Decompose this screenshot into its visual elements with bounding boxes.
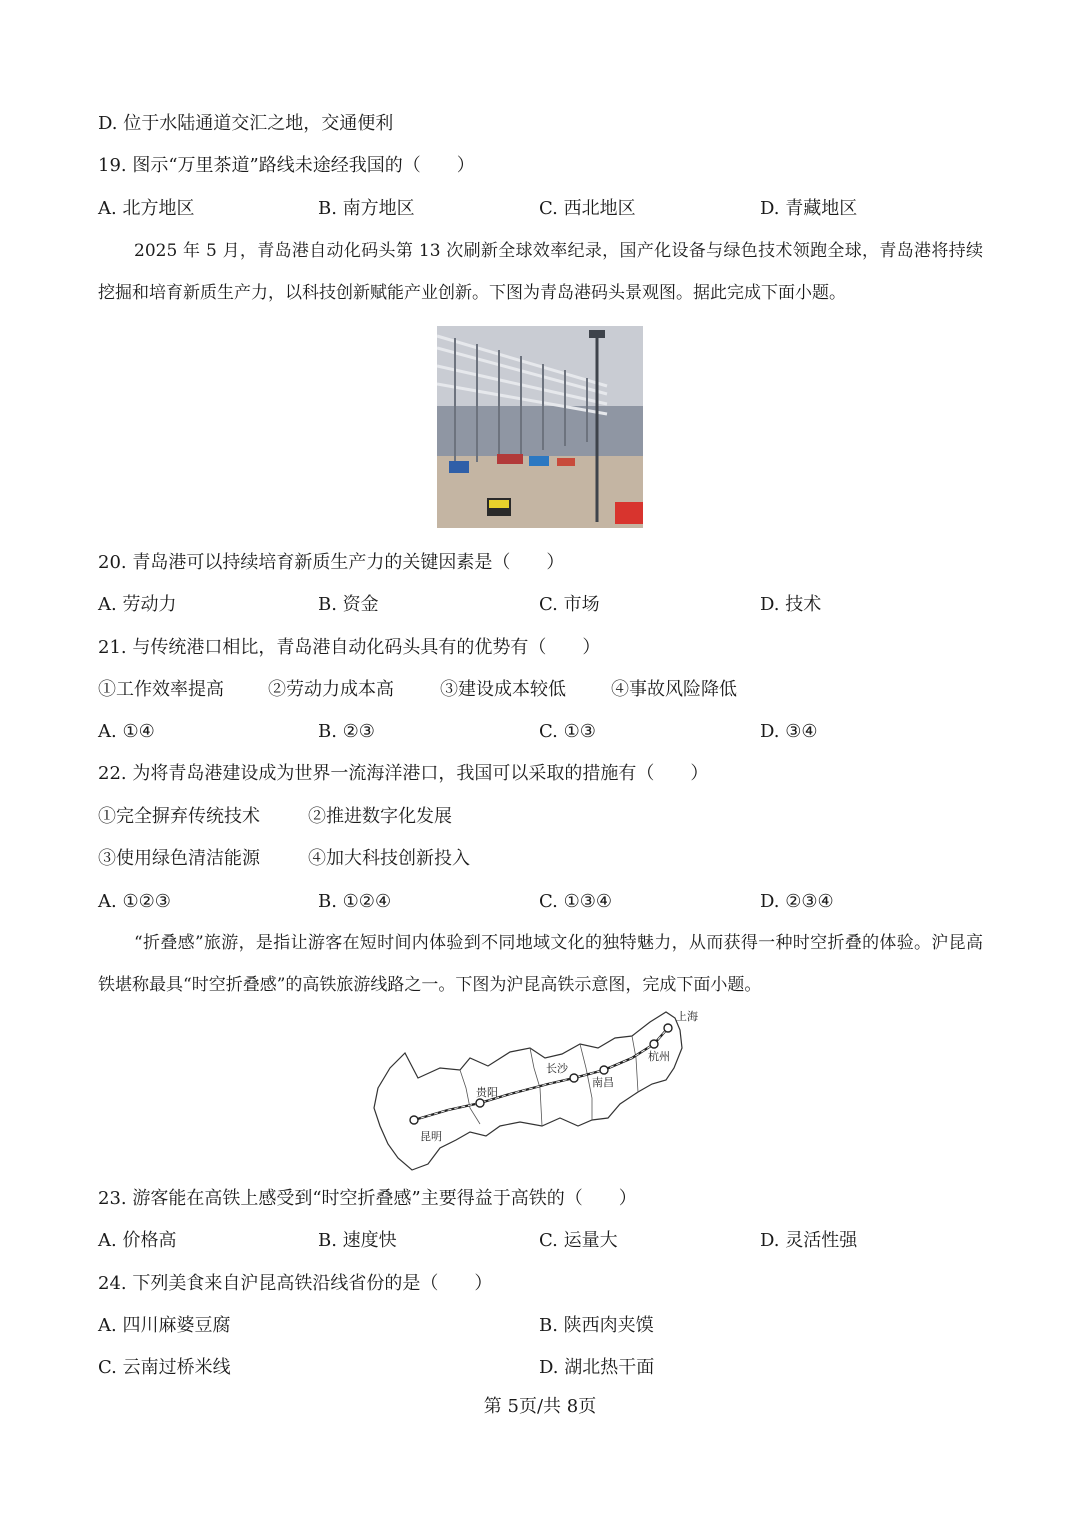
q22-item-1: ①完全摒弃传统技术: [98, 806, 260, 827]
map-label-guiyang: 贵阳: [476, 1087, 498, 1099]
q19-option-b: B. 南方地区: [318, 198, 415, 219]
q22-item-3: ③使用绿色清洁能源: [98, 848, 260, 869]
q24-stem: 24. 下列美食来自沪昆高铁沿线省份的是（ ）: [98, 1273, 493, 1294]
q19-stem: 19. 图示“万里茶道”路线未途经我国的（ ）: [98, 155, 475, 176]
q23-option-c: C. 运量大: [539, 1230, 618, 1251]
map-label-changsha: 长沙: [546, 1063, 568, 1075]
map-label-nanchang: 南昌: [592, 1077, 614, 1089]
q18-option-d: D. 位于水陆通道交汇之地，交通便利: [98, 113, 394, 134]
passage-folding-travel: “折叠感”旅游，是指让游客在短时间内体验到不同地域文化的独特魅力，从而获得一种时空折叠的体验。沪昆高铁堪称最具“时空折叠感”的高铁旅游线路之一。下图为沪昆高铁示意图，完成下面小题。: [98, 933, 983, 995]
q19-option-d: D. 青藏地区: [760, 198, 858, 219]
q22-option-a: A. ①②③: [98, 891, 171, 912]
q23-option-b: B. 速度快: [318, 1230, 397, 1251]
port-photo: [437, 326, 643, 528]
q22-option-d: D. ②③④: [760, 891, 834, 912]
q22-option-c: C. ①③④: [539, 891, 612, 912]
q23-option-a: A. 价格高: [98, 1230, 177, 1251]
q22-option-b: B. ①②④: [318, 891, 392, 912]
q24-option-d: D. 湖北热干面: [539, 1357, 655, 1378]
passage-qingdao-port: 2025 年 5 月，青岛港自动化码头第 13 次刷新全球效率纪录，国产化设备与绿色技术领跑全球，青岛港将持续挖掘和培育新质生产力，以科技创新赋能产业创新。下图为青岛港码头景观图。据此完成下面小题。: [98, 241, 983, 303]
q22-item-4: ④加大科技创新投入: [308, 848, 470, 869]
q20-option-a: A. 劳动力: [98, 594, 177, 615]
q21-item-3: ③建设成本较低: [440, 679, 566, 700]
q21-item-2: ②劳动力成本高: [268, 679, 394, 700]
q21-item-4: ④事故风险降低: [611, 679, 737, 700]
q20-option-b: B. 资金: [318, 594, 379, 615]
q24-option-a: A. 四川麻婆豆腐: [98, 1315, 231, 1336]
q21-option-d: D. ③④: [760, 721, 818, 742]
q21-stem: 21. 与传统港口相比，青岛港自动化码头具有的优势有（ ）: [98, 637, 601, 658]
q20-option-d: D. 技术: [760, 594, 822, 615]
map-label-kunming: 昆明: [420, 1131, 442, 1143]
q20-option-c: C. 市场: [539, 594, 600, 615]
q19-option-c: C. 西北地区: [539, 198, 636, 219]
q24-option-c: C. 云南过桥米线: [98, 1357, 231, 1378]
q21-option-c: C. ①③: [539, 721, 596, 742]
q24-option-b: B. 陕西肉夹馍: [539, 1315, 654, 1336]
q23-stem: 23. 游客能在高铁上感受到“时空折叠感”主要得益于高铁的（ ）: [98, 1188, 637, 1209]
q21-option-a: A. ①④: [98, 721, 155, 742]
q21-option-b: B. ②③: [318, 721, 375, 742]
q21-item-1: ①工作效率提高: [98, 679, 224, 700]
map-label-hangzhou: 杭州: [648, 1051, 670, 1063]
hukun-railway-map: [370, 1008, 702, 1178]
page-number: 第 5页/共 8页: [483, 1396, 597, 1417]
q19-option-a: A. 北方地区: [98, 198, 195, 219]
q22-item-2: ②推进数字化发展: [308, 806, 452, 827]
q20-stem: 20. 青岛港可以持续培育新质生产力的关键因素是（ ）: [98, 552, 565, 573]
q23-option-d: D. 灵活性强: [760, 1230, 858, 1251]
q22-stem: 22. 为将青岛港建设成为世界一流海洋港口，我国可以采取的措施有（ ）: [98, 763, 709, 784]
map-label-shanghai: 上海: [676, 1011, 698, 1023]
